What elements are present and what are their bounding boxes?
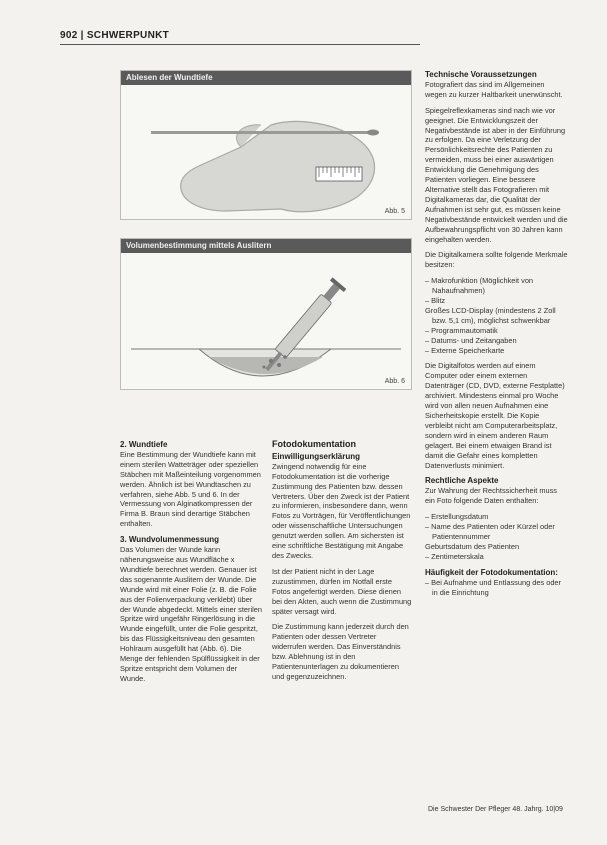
right-column: [425, 70, 568, 603]
legal-data-list: [425, 512, 568, 562]
heading-wound-volume: 3. Wundvolumenmessung: [120, 535, 219, 545]
paragraph-wound-depth: Eine Bestimmung der Wundtiefe kann mit einem sterilen Watteträger oder speziellen Stäbchen mit Maßeinteilung vorgenommen werden. Ähnlich ist bei Wundtaschen zu verfahren, siehe Abb. 5 und 6. In der Vermessung von Alginatkompressen der Firma B. Braun sind derartige Stäbchen enthalten.: [120, 449, 261, 529]
heading-legal: Rechtliche Aspekte: [425, 476, 499, 486]
paragraph-camera-features: Die Digitalkamera sollte folgende Merkmale besitzen:: [425, 250, 568, 270]
figure-wound-depth: [120, 70, 412, 220]
list-item: – Erstellungsdatum: [425, 512, 489, 522]
list-item: Großes LCD-Display (mindestens 2 Zoll bzw. 5,1 cm), möglichst schwenkbar: [425, 305, 556, 325]
figure-title: Ablesen der Wundtiefe: [121, 71, 411, 85]
camera-features-list: [425, 276, 568, 355]
list-item: – Blitz: [425, 296, 446, 306]
frequency-list: [425, 578, 568, 598]
left-column: [120, 440, 263, 690]
list-item: Geburtsdatum des Patienten: [425, 541, 520, 551]
list-item: – Externe Speicherkarte: [425, 345, 505, 355]
paragraph-consent-2: Ist der Patient nicht in der Lage zuzustimmen, dürfen im Notfall erste Fotos angefertigt werden. Diese dienen bei den Akten, auch wenn die Zustimmung später versagt wird.: [272, 566, 412, 616]
figure-number: Abb. 6: [384, 378, 405, 385]
figure-number: Abb. 5: [384, 208, 405, 215]
paragraph-technical-2: Spiegelreflexkameras sind nach wie vor geeignet. Die Entwicklungszeit der Negativbestände ist aber in der Einführung zu erfolgen. Da eine Verletzung der Persönlichkeitsrechte des Patienten zu vermeiden, muss bei einer auswärtigen Entwicklung die Genehmigung des Patienten vorliegen. Eine bessere Alternative stellt das Fotografieren mit Digitalkameras dar, die Qualität der Aufnahmen ist sehr gut, es müssen keine Negativbestände entwickelt werden und die Aufbewahrungspflicht von 30 Jahren kann eingehalten werden.: [425, 105, 568, 244]
list-item: – Name des Patienten oder Kürzel oder Patientennummer: [425, 522, 555, 541]
paragraph-wound-volume: Das Volumen der Wunde kann näherungsweise aus Wundfläche x Wundtiefe berechnet werden. Genauer ist das sogenannte Auslitern der Wunde. Die Wunde wird mit einer Folie (z. B. die Folie aus der Folienverpackung verklebt) über der Wunde abgedeckt. Mittels einer sterilen Spritze wird ungefähr Ringerlösung in die Wunde eingefüllt, unter die Folie gespritzt, bis das Flüssigkeitsniveau den gesamten Hohlraum ausgefüllt hat (Abb. 6). Die Menge der fehlenden Spülflüssigkeit in der Spritze entspricht dem Volumen der Wunde.: [120, 545, 263, 683]
list-item: – Makrofunktion (Möglichkeit von Nahaufnahmen): [425, 276, 534, 296]
heading-wound-depth: 2. Wundtiefe: [120, 440, 168, 449]
paragraph-legal: Zur Wahrung der Rechtssicherheit muss ein Foto folgende Daten enthalten:: [425, 486, 557, 506]
heading-photo-documentation: Fotodokumentation: [272, 439, 356, 449]
page-header: 902 | SCHWERPUNKT: [60, 30, 170, 41]
paragraph-technical-1: Fotografiert das sind im Allgemeinen wegen zu kurzer Haltbarkeit unerwünscht.: [425, 79, 563, 99]
paragraph-consent-3: Die Zustimmung kann jederzeit durch den Patienten oder dessen Vertreter widerrufen werden. Das Einverständnis bzw. Ablehnung ist in den Patientenunterlagen zu dokumentieren und gegenzuzeichnen.: [272, 622, 409, 681]
list-item: – Datums- und Zeitangaben: [425, 335, 517, 345]
middle-column: [272, 440, 412, 688]
paragraph-consent-1: Zwingend notwendig für eine Fotodokumentation ist die vorherige Zustimmung des Patienten bzw. dessen Vertreters. Über den Zweck ist der Patient zu informieren, insbesondere dann, wenn Fotos zu Vorträgen, für Veröffentlichungen oder wissenschaftliche Untersuchungen genutzt werden sollen. Am sichersten ist eine schriftliche Bestätigung mit Angabe des Zwecks.: [272, 461, 411, 560]
list-item: – Bei Aufnahme und Entlassung des oder in die Einrichtung: [425, 577, 562, 597]
page-footer: Die Schwester Der Pfleger 48. Jahrg. 10|09: [428, 806, 563, 813]
header-rule: [60, 44, 420, 45]
heading-frequency: Häufigkeit der Fotodokumentation:: [425, 567, 558, 577]
figure-volume: [120, 238, 412, 390]
paragraph-archiving: Die Digitalfotos werden auf einem Computer oder einem externen Datenträger (CD, DVD, externe Festplatte) archiviert. Mindestens einmal pro Woche wird von allen neuen Aufnahmen eine Sicherheitskopie erstellt. Die Kopie verbleibt nicht am Computerarbeitsplatz, sondern wird in einem anderen Raum gelagert. Bei einem etwaigen Brand ist damit die Gefahr eines kompletten Datenverlusts minimiert.: [425, 361, 565, 470]
wound-depth-illustration: [121, 85, 411, 217]
list-item: – Programmautomatik: [425, 325, 498, 335]
list-item: – Zentimeterskala: [425, 551, 484, 561]
volume-illustration: [121, 253, 411, 387]
heading-technical: Technische Voraussetzungen: [425, 70, 537, 79]
figure-title: Volumenbestimmung mittels Auslitern: [121, 239, 411, 253]
heading-consent: Einwilligungserklärung: [272, 451, 361, 461]
